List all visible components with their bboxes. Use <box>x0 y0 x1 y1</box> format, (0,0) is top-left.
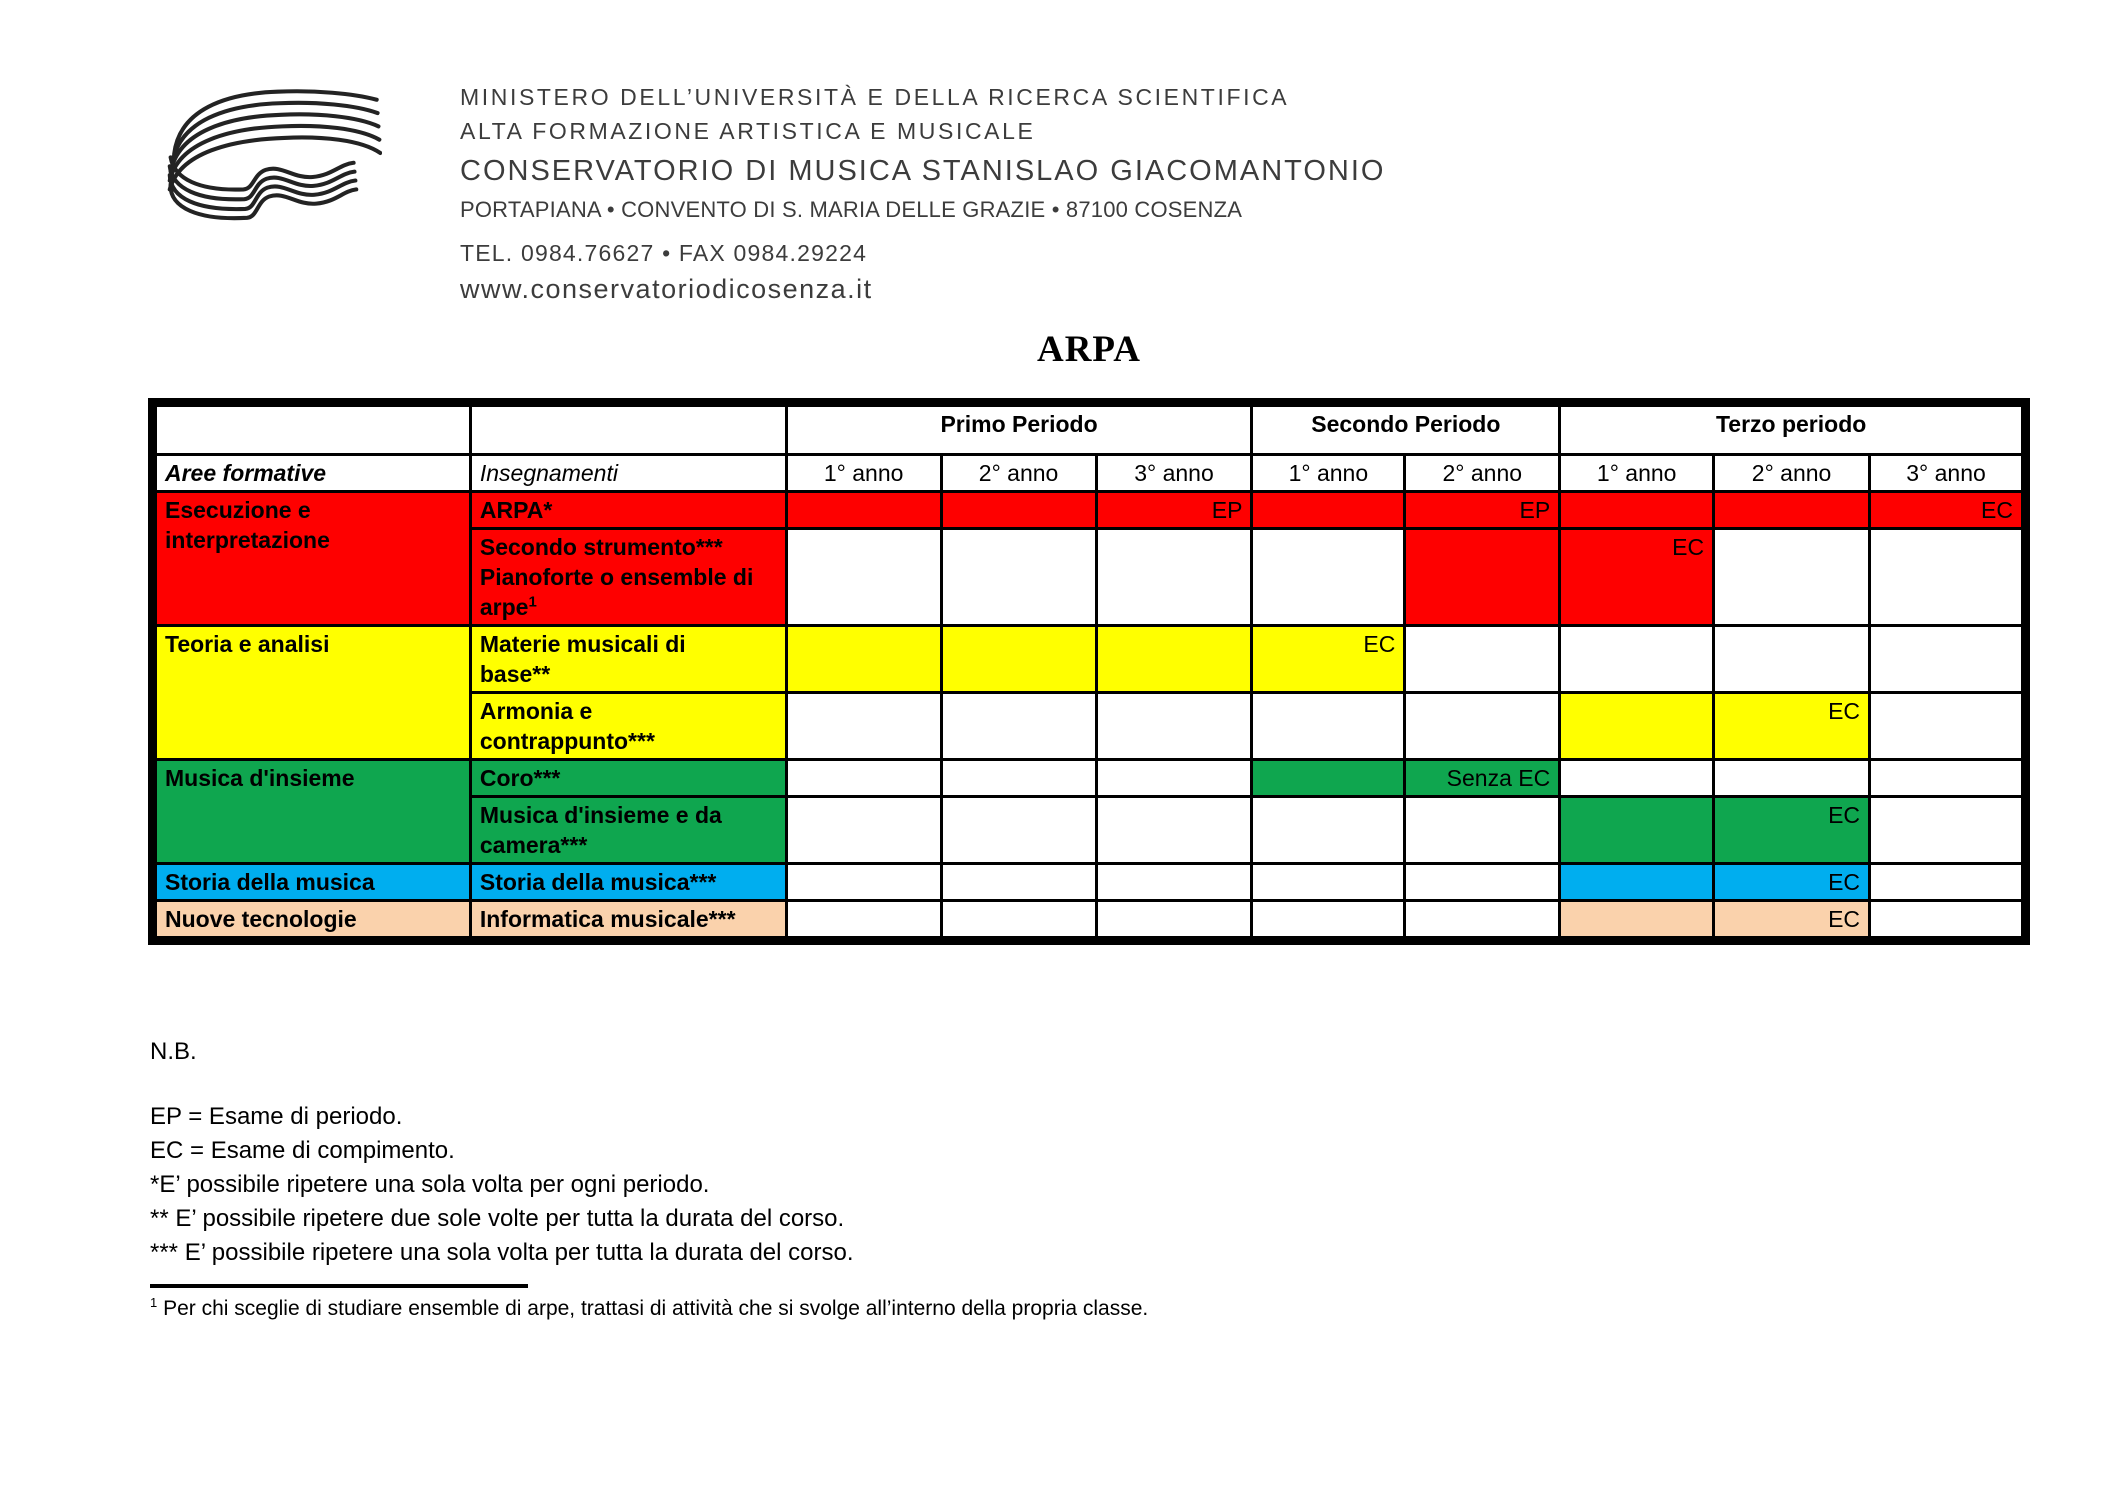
nb-heading: N.B. <box>150 1038 197 1065</box>
exam-cell <box>1714 760 1870 797</box>
exam-cell <box>1870 529 2026 626</box>
subject-cell-armonia: Armonia e contrappunto*** <box>470 693 786 760</box>
period-header-row <box>153 403 2026 455</box>
exam-cell <box>1405 797 1560 864</box>
year-header: 2° anno <box>1405 455 1560 492</box>
footnote-marker: 1 <box>528 593 537 611</box>
exam-cell <box>1714 492 1870 529</box>
exam-cell <box>1405 864 1560 901</box>
table-row-informatica <box>153 901 2026 941</box>
exam-cell <box>1870 626 2026 693</box>
exam-cell <box>1560 492 1714 529</box>
year-header: 3° anno <box>1870 455 2026 492</box>
exam-cell <box>1405 901 1560 941</box>
subject-cell-coro: Coro*** <box>470 760 786 797</box>
area-cell-storia: Storia della musica <box>153 864 471 901</box>
exam-cell: EC <box>1714 864 1870 901</box>
corner-cell-subject <box>470 403 786 455</box>
ministry-line-2: ALTA FORMAZIONE ARTISTICA E MUSICALE <box>460 118 1036 144</box>
legend-line-ep: EP = Esame di periodo. <box>150 1103 403 1130</box>
subject-cell-musica-camera: Musica d'insieme e da camera*** <box>470 797 786 864</box>
exam-cell <box>1252 901 1405 941</box>
exam-cell <box>1252 492 1405 529</box>
exam-cell <box>786 492 941 529</box>
exam-cell <box>1870 760 2026 797</box>
subject-cell-storia: Storia della musica*** <box>470 864 786 901</box>
exam-cell: EC <box>1714 693 1870 760</box>
exam-cell <box>786 797 941 864</box>
exam-cell <box>1405 529 1560 626</box>
exam-cell: EP <box>1405 492 1560 529</box>
subject-cell-secondo-strumento: Secondo strumento*** Pianoforte o ensemble di arpe$^1$ <box>470 529 786 626</box>
exam-cell <box>786 760 941 797</box>
exam-cell <box>1252 693 1405 760</box>
website-text: www.conservatoriodicosenza.it <box>460 274 873 304</box>
footnote-marker: 1 <box>150 1295 158 1310</box>
period-header-terzo: Terzo periodo <box>1560 403 2026 455</box>
exam-cell: EC <box>1560 529 1714 626</box>
exam-cell <box>1870 864 2026 901</box>
area-column-header: Aree formative <box>153 455 471 492</box>
legend-line-double-asterisk: ** E’ possibile ripetere due sole volte per tutta la durata del corso. <box>150 1205 845 1232</box>
exam-cell: EC <box>1714 797 1870 864</box>
address-line: PORTAPIANA • CONVENTO DI S. MARIA DELLE GRAZIE • 87100 COSENZA <box>460 197 1243 222</box>
exam-cell: EP <box>1096 492 1252 529</box>
legend-line-triple-asterisk: *** E’ possibile ripetere una sola volta per tutta la durata del corso. <box>150 1239 854 1266</box>
period-header-secondo: Secondo Periodo <box>1252 403 1560 455</box>
footnote-separator <box>150 1284 528 1288</box>
exam-cell: EC <box>1870 492 2026 529</box>
exam-cell: Senza EC <box>1405 760 1560 797</box>
year-header-row <box>153 455 2026 492</box>
table-row-arpa <box>153 492 2026 529</box>
exam-cell <box>1405 693 1560 760</box>
table-row-coro <box>153 760 2026 797</box>
subject-cell-arpa: ARPA* <box>470 492 786 529</box>
area-cell-esecuzione: Esecuzione e interpretazione <box>153 492 471 626</box>
exam-cell <box>1560 760 1714 797</box>
table-row-materie-musicali <box>153 626 2026 693</box>
conservatory-logo <box>160 74 382 224</box>
subject-cell-materie-musicali: Materie musicali di base** <box>470 626 786 693</box>
exam-cell <box>1096 901 1252 941</box>
exam-cell: EC <box>1714 901 1870 941</box>
area-cell-nuove-tecnologie: Nuove tecnologie <box>153 901 471 941</box>
exam-cell <box>941 529 1096 626</box>
exam-cell <box>786 864 941 901</box>
exam-cell <box>1252 529 1405 626</box>
table-row-storia <box>153 864 2026 901</box>
year-header: 1° anno <box>786 455 941 492</box>
exam-cell <box>941 693 1096 760</box>
exam-cell <box>1252 864 1405 901</box>
exam-cell <box>941 626 1096 693</box>
exam-cell <box>1714 529 1870 626</box>
exam-cell <box>1096 760 1252 797</box>
exam-cell <box>1714 626 1870 693</box>
exam-cell <box>1560 797 1714 864</box>
exam-cell: EC <box>1252 626 1405 693</box>
exam-cell <box>1560 864 1714 901</box>
exam-cell <box>1096 693 1252 760</box>
exam-cell <box>941 864 1096 901</box>
exam-cell <box>786 901 941 941</box>
legend-line-asterisk: *E’ possibile ripetere una sola volta per ogni periodo. <box>150 1171 710 1198</box>
exam-cell <box>941 760 1096 797</box>
subject-column-header: Insegnamenti <box>470 455 786 492</box>
curriculum-table <box>148 398 2030 945</box>
exam-cell <box>1252 760 1405 797</box>
exam-cell <box>941 901 1096 941</box>
exam-cell <box>786 693 941 760</box>
exam-cell <box>786 529 941 626</box>
year-header: 2° anno <box>941 455 1096 492</box>
phone-fax-line: TEL. 0984.76627 • FAX 0984.29224 <box>460 240 868 266</box>
exam-cell <box>1405 626 1560 693</box>
year-header: 1° anno <box>1560 455 1714 492</box>
area-cell-musica-insieme: Musica d'insieme <box>153 760 471 864</box>
legend-line-ec: EC = Esame di compimento. <box>150 1137 455 1164</box>
exam-cell <box>1096 797 1252 864</box>
ministry-line-1: MINISTERO DELL’UNIVERSITÀ E DELLA RICERCA SCIENTIFICA <box>460 84 1290 110</box>
exam-cell <box>1096 529 1252 626</box>
exam-cell <box>1870 797 2026 864</box>
year-header: 3° anno <box>1096 455 1252 492</box>
institution-name: CONSERVATORIO DI MUSICA STANISLAO GIACOMANTONIO <box>460 155 1386 187</box>
exam-cell <box>786 626 941 693</box>
footnote-text: $^1$ Per chi sceglie di studiare ensemble di arpe, trattasi di attività che si svolge all’interno della propria classe. <box>150 1295 1149 1320</box>
corner-cell-area <box>153 403 471 455</box>
exam-cell <box>1096 626 1252 693</box>
year-header: 1° anno <box>1252 455 1405 492</box>
period-header-primo: Primo Periodo <box>786 403 1252 455</box>
exam-cell <box>941 797 1096 864</box>
exam-cell <box>1560 693 1714 760</box>
area-cell-teoria: Teoria e analisi <box>153 626 471 760</box>
wavy-lines-logo-icon <box>160 74 382 224</box>
exam-cell <box>1096 864 1252 901</box>
exam-cell <box>1560 901 1714 941</box>
exam-cell <box>1252 797 1405 864</box>
exam-cell <box>941 492 1096 529</box>
exam-cell <box>1870 693 2026 760</box>
subject-cell-informatica: Informatica musicale*** <box>470 901 786 941</box>
exam-cell <box>1560 626 1714 693</box>
exam-cell <box>1870 901 2026 941</box>
year-header: 2° anno <box>1714 455 1870 492</box>
page-title: ARPA <box>1036 329 1141 370</box>
